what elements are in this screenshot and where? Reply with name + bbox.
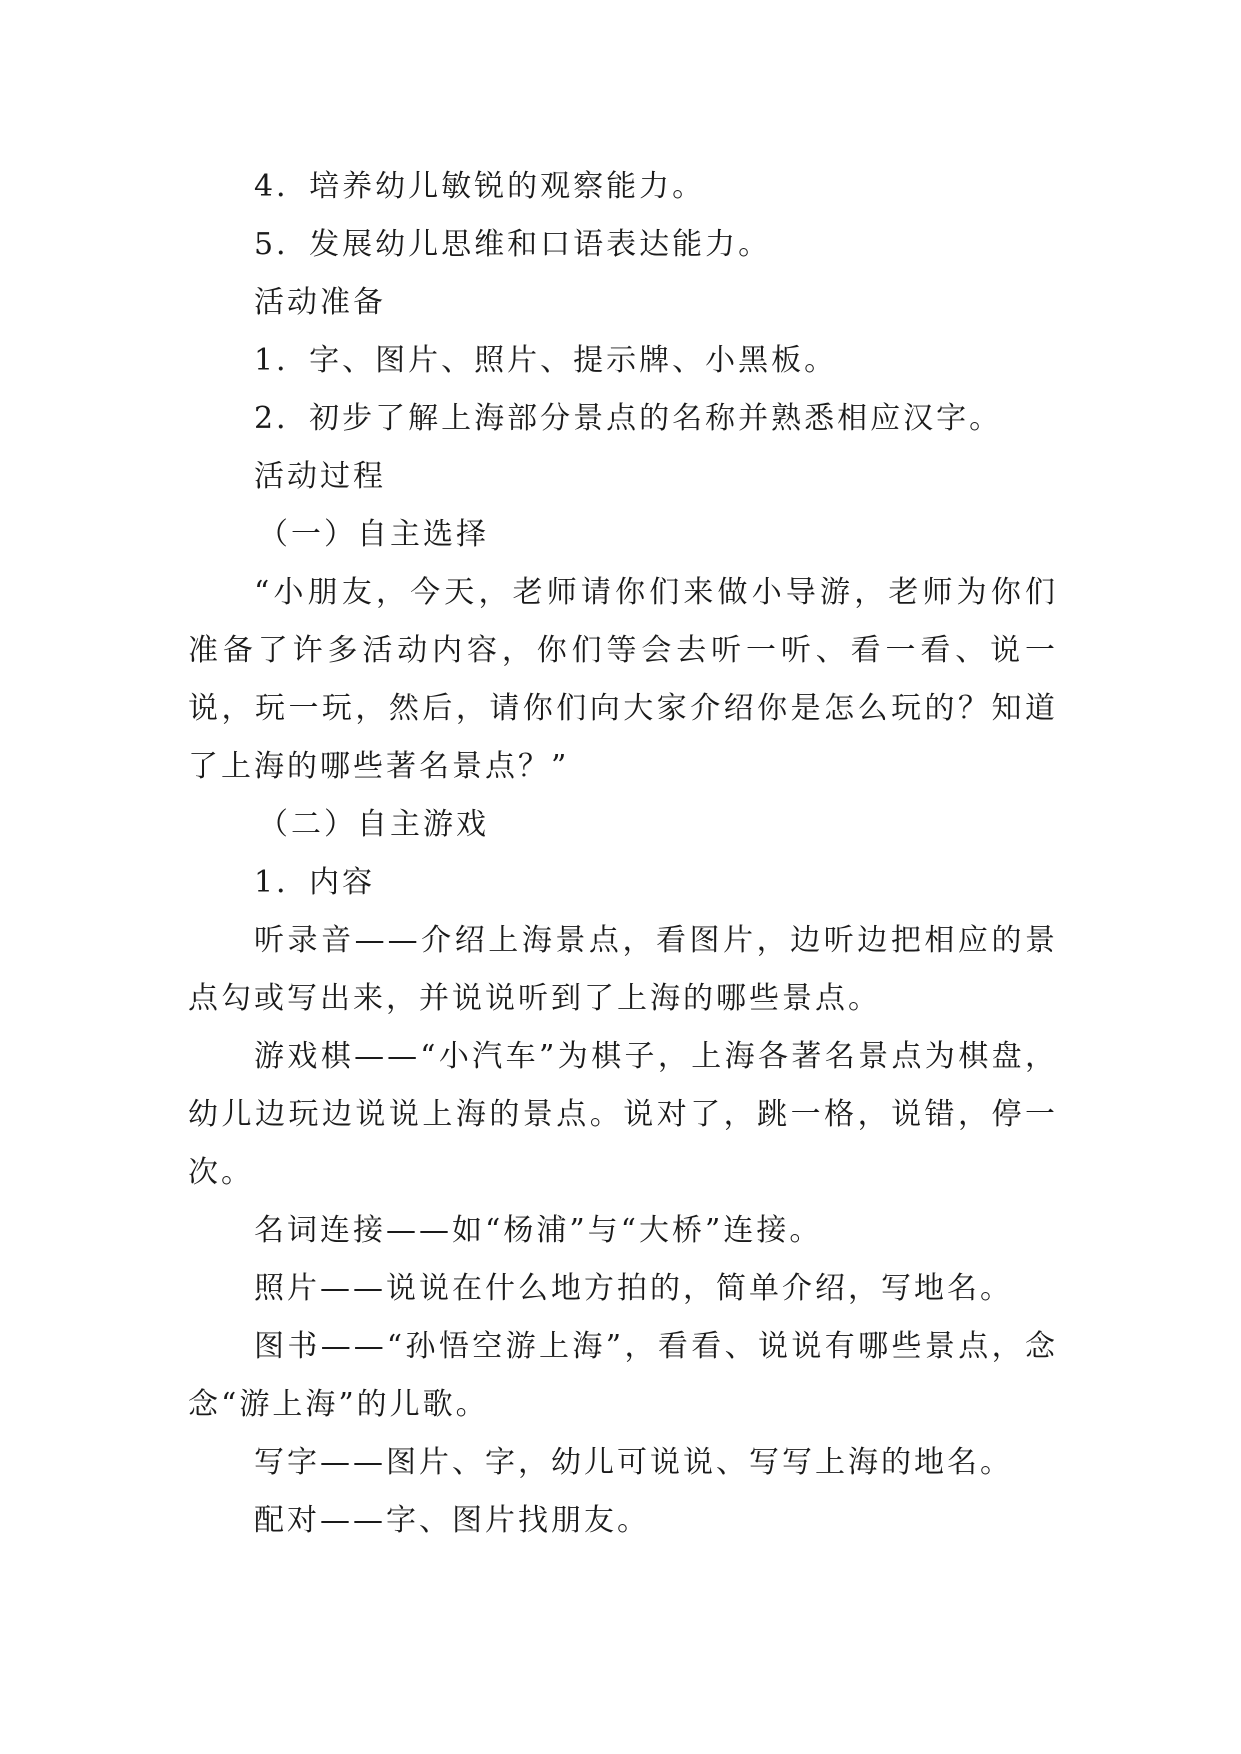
paragraph-prep-1: 1．字、图片、照片、提示牌、小黑板。 bbox=[254, 343, 838, 378]
heading-process: 活动过程 bbox=[254, 459, 386, 494]
paragraph-prep-2: 2．初步了解上海部分景点的名称并熟悉相应汉字。 bbox=[254, 401, 1003, 436]
document-body bbox=[188, 158, 1058, 1550]
paragraph-photos: 照片——说说在什么地方拍的，简单介绍，写地名。 bbox=[254, 1271, 1013, 1306]
subheading-self-selection: （一）自主选择 bbox=[258, 517, 489, 552]
paragraph-goal-5: 5．发展幼儿思维和口语表达能力。 bbox=[254, 227, 772, 262]
paragraph-matching: 配对——字、图片找朋友。 bbox=[254, 1503, 650, 1538]
paragraph-teacher-quote: “小朋友，今天，老师请你们来做小导游，老师为你们准备了许多活动内容，你们等会去听一听、看一看、说一说，玩一玩，然后，请你们向大家介绍你是怎么玩的？知道了上海的哪些著名景点？” bbox=[188, 575, 1058, 784]
heading-preparation: 活动准备 bbox=[254, 285, 386, 320]
paragraph-writing: 写字——图片、字，幼儿可说说、写写上海的地名。 bbox=[254, 1445, 1013, 1480]
paragraph-goal-4: 4．培养幼儿敏锐的观察能力。 bbox=[254, 169, 706, 204]
paragraph-books: 图书——“孙悟空游上海”，看看、说说有哪些景点，念念“游上海”的儿歌。 bbox=[188, 1329, 1058, 1422]
paragraph-content-heading: 1．内容 bbox=[254, 865, 376, 900]
paragraph-listen-recording: 听录音——介绍上海景点，看图片，边听边把相应的景点勾或写出来，并说说听到了上海的哪些景点。 bbox=[188, 923, 1058, 1016]
paragraph-noun-connect: 名词连接——如“杨浦”与“大桥”连接。 bbox=[254, 1213, 823, 1248]
paragraph-board-game: 游戏棋——“小汽车”为棋子，上海各著名景点为棋盘，幼儿边玩边说说上海的景点。说对了，跳一格，说错，停一次。 bbox=[188, 1039, 1058, 1190]
subheading-self-play: （二）自主游戏 bbox=[258, 807, 489, 842]
